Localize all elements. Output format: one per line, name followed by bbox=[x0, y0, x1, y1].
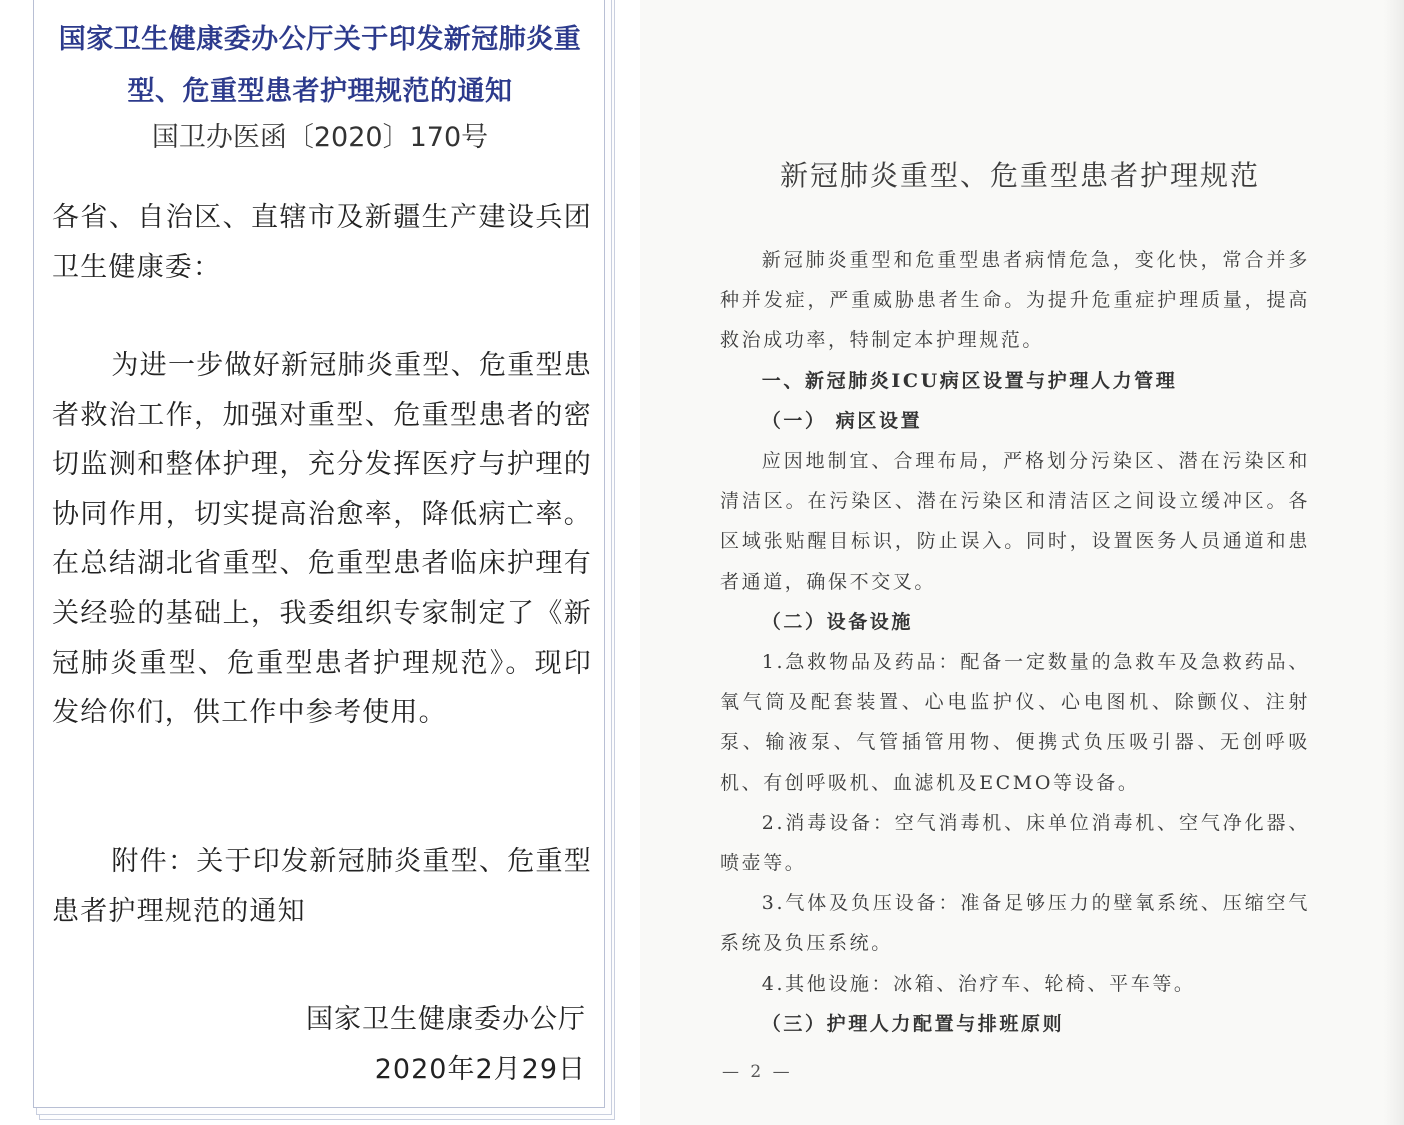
spec-subsection2-heading: （二）设备设施 bbox=[761, 611, 913, 633]
spec-item-other: 4.其他设施：冰箱、治疗车、轮椅、平车等。 bbox=[761, 973, 1196, 995]
notice-addressee: 各省、自治区、直辖市及新疆生产建设兵团卫生健康委： bbox=[52, 202, 592, 283]
notice-title: 国家卫生健康委办公厅关于印发新冠肺炎重型、危重型患者护理规范的通知 bbox=[58, 24, 582, 107]
spec-page-number: — 2 — bbox=[722, 1062, 793, 1082]
notice-card bbox=[33, 0, 605, 1108]
spec-item-gas: 3.气体及负压设备：准备足够压力的壁氧系统、压缩空气系统及负压系统。 bbox=[720, 892, 1310, 955]
spec-item-emergency: 1.急救物品及药品：配备一定数量的急救车及急救药品、氧气筒及配套装置、心电监护仪、心电图机、除颤仪、注射泵、输液泵、气管插管用物、便携式负压吸引器、无创呼吸机、有创呼吸机、血滤机及ECMO等设备。 bbox=[720, 651, 1310, 794]
spec-subsection1-text: 应因地制宜、合理布局，严格划分污染区、潜在污染区和清洁区。在污染区、潜在污染区和清洁区之间设立缓冲区。各区域张贴醒目标识，防止误入。同时，设置医务人员通道和患者通道，确保不交叉。 bbox=[720, 450, 1310, 593]
spec-subsection1-heading: （一） 病区设置 bbox=[761, 410, 923, 432]
spec-item-disinfection: 2.消毒设备：空气消毒机、床单位消毒机、空气净化器、喷壶等。 bbox=[720, 812, 1310, 875]
notice-card-stack bbox=[33, 0, 616, 1122]
notice-date: 2020年2月29日 bbox=[374, 1054, 586, 1085]
spec-subsection3-heading: （三）护理人力配置与排班原则 bbox=[761, 1013, 1065, 1035]
spec-intro-paragraph: 新冠肺炎重型和危重型患者病情危急，变化快，常合并多种并发症，严重威胁患者生命。为提升危重症护理质量，提高救治成功率，特制定本护理规范。 bbox=[720, 249, 1310, 352]
notice-body-paragraph: 为进一步做好新冠肺炎重型、危重型患者救治工作，加强对重型、危重型患者的密切监测和整体护理，充分发挥医疗与护理的协同作用，切实提高治愈率，降低病亡率。在总结湖北省重型、危重型患者临床护理有关经验的基础上，我委组织专家制定了《新冠肺炎重型、危重型患者护理规范》。现印发给你们，供工作中参考使用。 bbox=[52, 350, 592, 729]
notice-document-number: 国卫办医函〔2020〕170号 bbox=[151, 122, 489, 153]
notice-issuer: 国家卫生健康委办公厅 bbox=[306, 1004, 586, 1035]
spec-section1-heading: 一、新冠肺炎ICU病区设置与护理人力管理 bbox=[761, 370, 1178, 392]
notice-attachment: 附件：关于印发新冠肺炎重型、危重型患者护理规范的通知 bbox=[52, 846, 592, 927]
spec-document-page bbox=[640, 0, 1404, 1125]
spec-title: 新冠肺炎重型、危重型患者护理规范 bbox=[779, 159, 1260, 192]
